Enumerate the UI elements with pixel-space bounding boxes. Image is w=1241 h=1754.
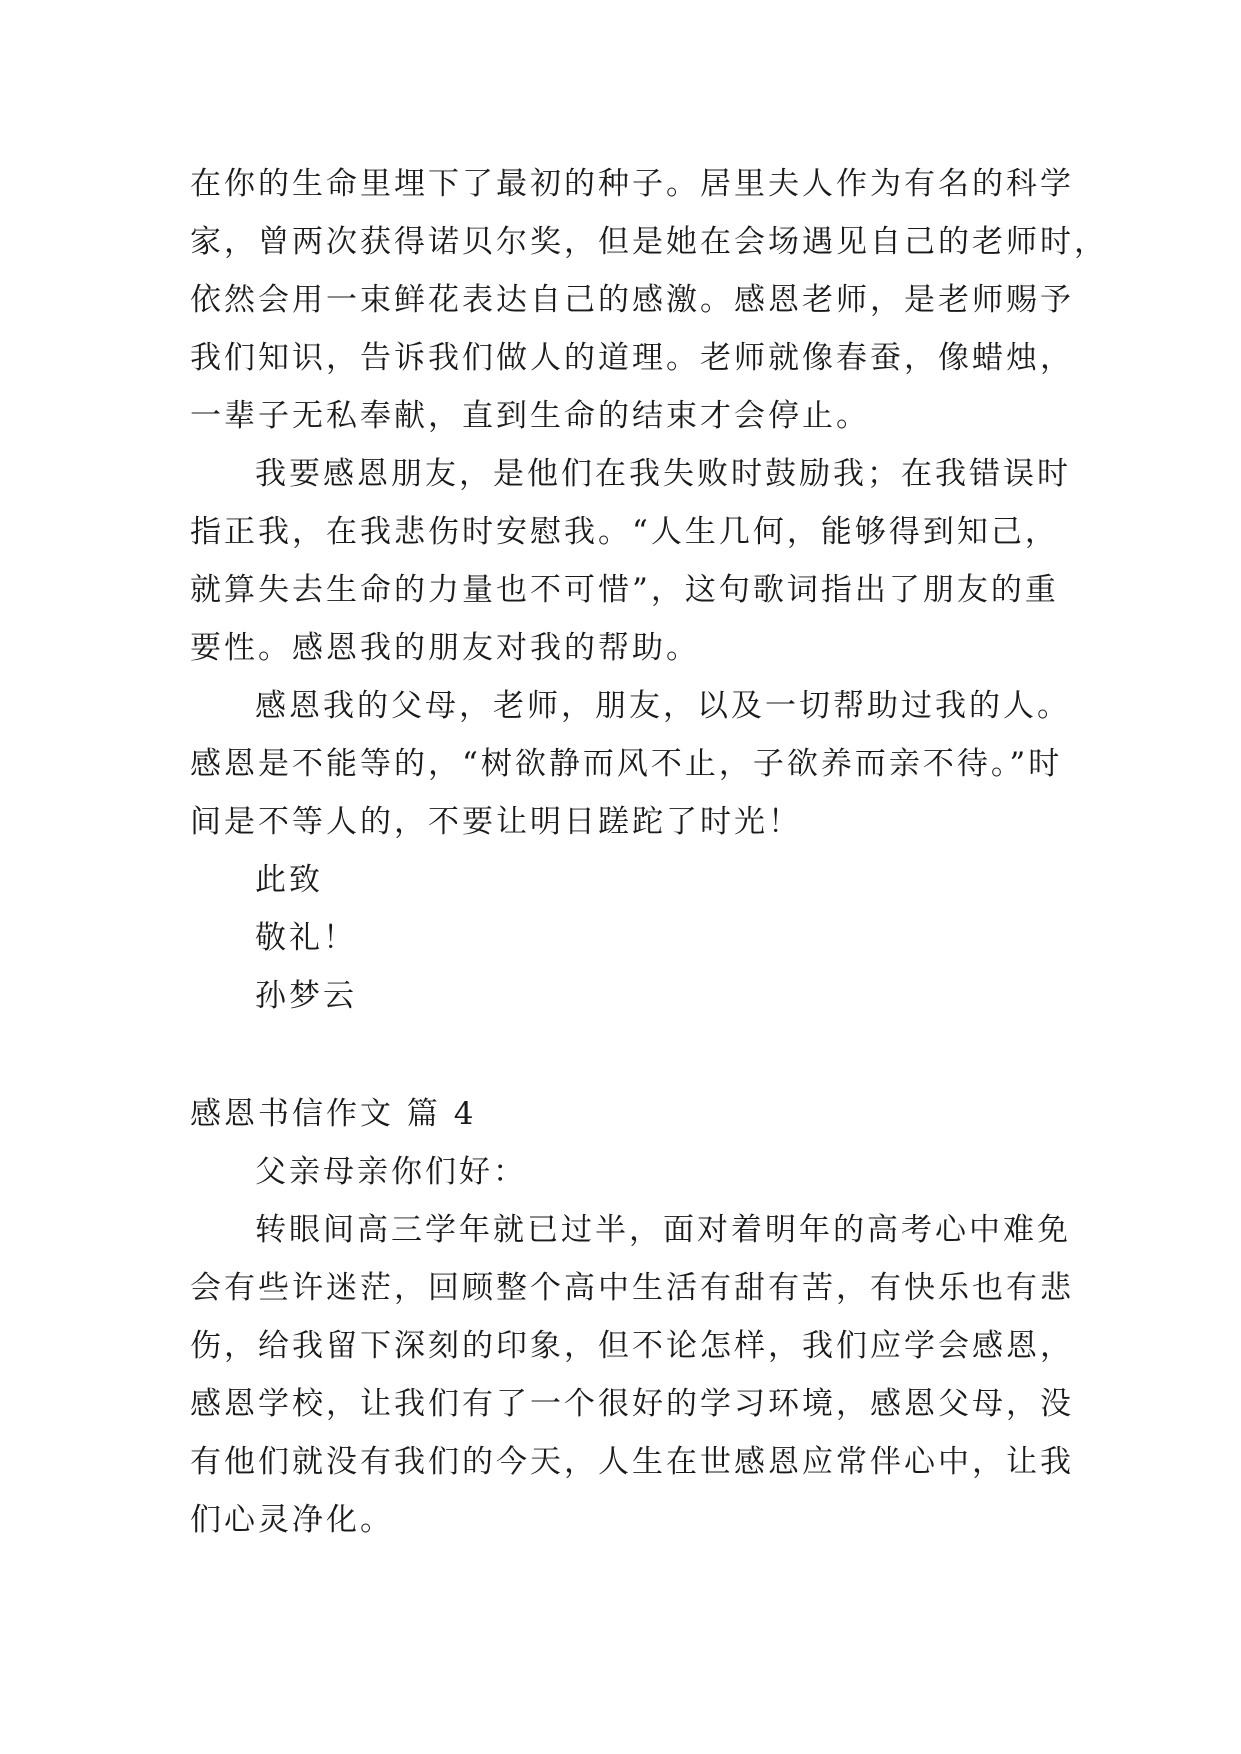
paragraph-line: 在你的生命里埋下了最初的种子。居里夫人作为有名的科学 [190, 166, 1074, 202]
paragraph-line: 转眼间高三学年就已过半，面对着明年的高考心中难免 [255, 1212, 1071, 1248]
paragraph-line: 感恩学校，让我们有了一个很好的学习环境，感恩父母，没 [190, 1386, 1074, 1422]
paragraph-line: 我要感恩朋友，是他们在我失败时鼓励我；在我错误时 [255, 456, 1071, 492]
paragraph-line: 就算失去生命的力量也不可惜”，这句歌词指出了朋友的重 [190, 572, 1059, 608]
paragraph-line: 有他们就没有我们的今天，人生在世感恩应常伴心中，让我 [190, 1444, 1074, 1480]
closing-salutation: 此致 [255, 862, 323, 898]
paragraph-line: 们心灵净化。 [190, 1502, 394, 1538]
paragraph-line: 间是不等人的，不要让明日蹉跎了时光！ [190, 804, 802, 840]
greeting-line: 父亲母亲你们好： [255, 1154, 527, 1190]
paragraph-line: 依然会用一束鲜花表达自己的感激。感恩老师，是老师赐予 [190, 282, 1074, 318]
section-heading: 感恩书信作文 篇 4 [190, 1096, 477, 1132]
paragraph-line: 一辈子无私奉献，直到生命的结束才会停止。 [190, 398, 870, 434]
paragraph-line: 我们知识，告诉我们做人的道理。老师就像春蚕，像蜡烛， [190, 340, 1074, 376]
paragraph-line: 会有些许迷茫，回顾整个高中生活有甜有苦，有快乐也有悲 [190, 1270, 1074, 1306]
paragraph-line: 感恩我的父母，老师，朋友，以及一切帮助过我的人。 [255, 688, 1071, 724]
signature-name: 孙梦云 [255, 978, 357, 1014]
paragraph-line: 要性。感恩我的朋友对我的帮助。 [190, 630, 700, 666]
paragraph-line: 伤，给我留下深刻的印象，但不论怎样，我们应学会感恩， [190, 1328, 1074, 1364]
paragraph-line: 感恩是不能等的，“树欲静而风不止，子欲养而亲不待。”时 [190, 746, 1063, 782]
paragraph-line: 家，曾两次获得诺贝尔奖，但是她在会场遇见自己的老师时， [190, 224, 1108, 260]
paragraph-line: 指正我，在我悲伤时安慰我。“人生几何，能够得到知己， [190, 514, 1059, 550]
closing-regards: 敬礼！ [255, 920, 357, 956]
